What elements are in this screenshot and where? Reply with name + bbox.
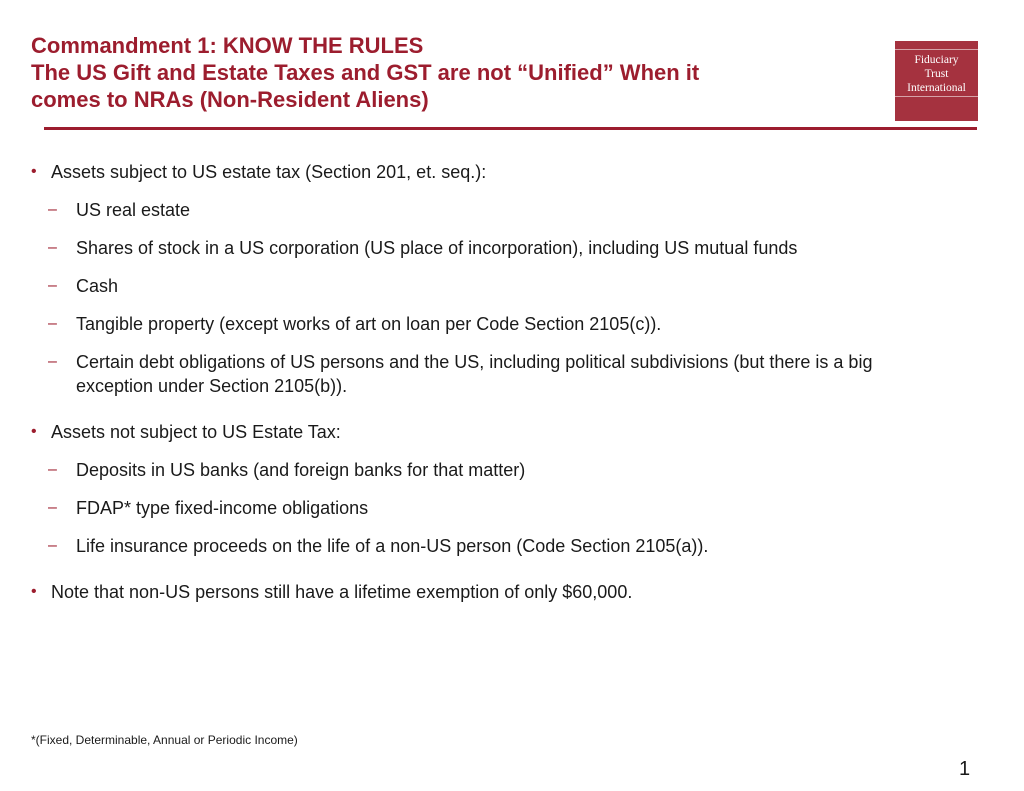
- dash-icon: –: [48, 537, 57, 554]
- sub-text: Tangible property (except works of art on loan per Code Section 2105(c)).: [76, 314, 662, 334]
- dash-icon: –: [48, 461, 57, 478]
- logo-line-3: International: [907, 82, 966, 94]
- bullet-item: [31, 580, 931, 604]
- sub-text: Certain debt obligations of US persons and the US, including political subdivisions (but there is a big exception under Section 2105(b)).: [76, 352, 873, 396]
- sub-text: Life insurance proceeds on the life of a non-US person (Code Section 2105(a)).: [76, 536, 709, 556]
- bullet-dot-icon: •: [31, 583, 37, 600]
- logo-top-rule: [895, 49, 978, 50]
- logo-bottom-rule: [895, 96, 978, 97]
- bullet-dot-icon: •: [31, 423, 37, 440]
- sub-text: Deposits in US banks (and foreign banks for that matter): [76, 460, 526, 480]
- dash-icon: –: [48, 277, 57, 294]
- sub-item: [31, 534, 931, 558]
- title-line-3: comes to NRAs (Non-Resident Aliens): [31, 87, 429, 112]
- sub-text: US real estate: [76, 200, 191, 220]
- sub-item: [31, 198, 931, 222]
- dash-icon: –: [48, 353, 57, 370]
- sub-list: [31, 458, 931, 558]
- bullet-text: Assets not subject to US Estate Tax:: [51, 422, 341, 442]
- logo-line-2: Trust: [924, 68, 949, 80]
- page-number: 1: [959, 758, 971, 780]
- sub-list: [31, 198, 931, 398]
- dash-icon: –: [48, 315, 57, 332]
- sub-text: FDAP* type fixed-income obligations: [76, 498, 369, 518]
- footnote: *(Fixed, Determinable, Annual or Periodic Income): [31, 733, 298, 747]
- sub-item: [31, 350, 906, 398]
- sub-item: [31, 458, 931, 482]
- dash-icon: –: [48, 239, 57, 256]
- title-line-2: The US Gift and Estate Taxes and GST are not “Unified” When it: [31, 60, 700, 85]
- title-line-1: Commandment 1: KNOW THE RULES: [31, 33, 424, 58]
- bullet-text: Assets subject to US estate tax (Section 201, et. seq.):: [51, 162, 487, 182]
- bullet-text: Note that non-US persons still have a lifetime exemption of only $60,000.: [51, 582, 633, 602]
- sub-item: [31, 496, 931, 520]
- bullet-item: [31, 420, 931, 558]
- fiduciary-trust-logo: [895, 41, 978, 121]
- sub-text: Shares of stock in a US corporation (US place of incorporation), including US mutual funds: [76, 238, 798, 258]
- slide-title: [31, 32, 851, 113]
- sub-item: [31, 236, 931, 260]
- dash-icon: –: [48, 499, 57, 516]
- sub-text: Cash: [76, 276, 119, 296]
- slide-content: [31, 160, 931, 618]
- bullet-dot-icon: •: [31, 163, 37, 180]
- bullet-item: [31, 160, 931, 398]
- sub-item: [31, 312, 931, 336]
- title-divider: [44, 127, 977, 130]
- logo-line-1: Fiduciary: [914, 54, 959, 66]
- sub-item: [31, 274, 931, 298]
- dash-icon: –: [48, 201, 57, 218]
